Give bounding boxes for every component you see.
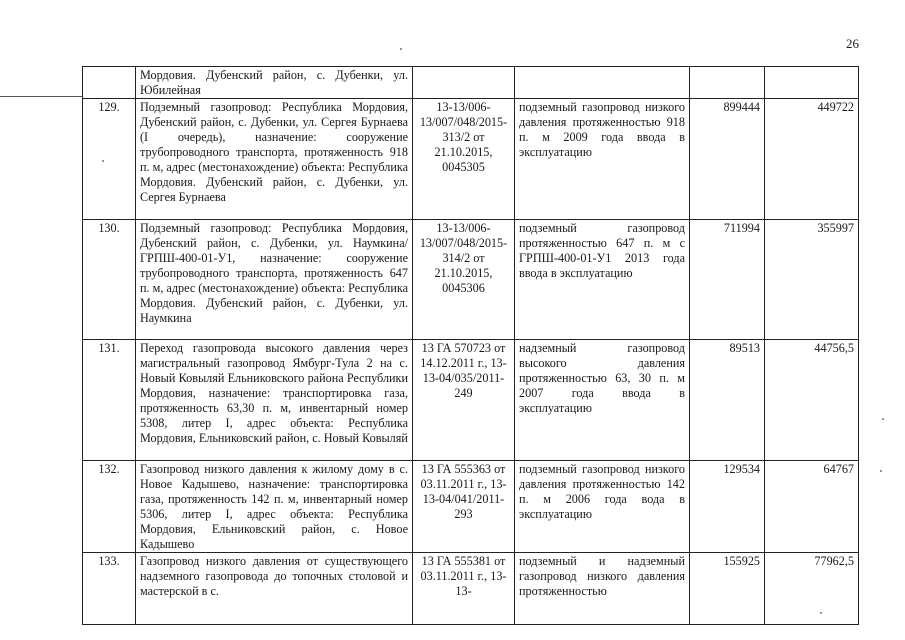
object-description: Подземный газопровод: Республика Мордовия, Дубенский район, с. Дубенки, ул. Сергея Бурнаева (I очередь), назначение: сооружение трубопроводного транспорта, протяженность 918 п. м, адрес (местонахождение) объекта: Республика Мордовия. Дубенский район, с. Дубенки, ул. Сергея Бурнаева: [136, 99, 413, 220]
scan-artifact-dot: [400, 48, 402, 50]
object-description: Мордовия. Дубенский район, с. Дубенки, ул. Юбилейная: [136, 67, 413, 99]
row-number: 130.: [83, 220, 136, 340]
row-number: [83, 67, 136, 99]
object-description: Газопровод низкого давления к жилому дому в с. Новое Кадышево, назначение: транспортировка газа, протяженность 142 п. м, инвентарный номер 5306, литер I, адрес объекта: Республика Мордовия, Ельниковский район, с. Новое Кадышево: [136, 461, 413, 553]
object-characteristic: подземный газопровод низкого давления протяженностью 142 п. м 2006 года вода в эксплуатацию: [515, 461, 690, 553]
value-col-6: 64767: [765, 461, 859, 553]
value-col-6: 355997: [765, 220, 859, 340]
table-row: [83, 220, 859, 340]
value-col-5: [690, 67, 765, 99]
registration-record: 13 ГА 555363 от 03.11.2011 г., 13-13-04/041/2011-293: [413, 461, 515, 553]
property-registry-table: [82, 66, 859, 625]
object-characteristic: подземный и надземный газопровод низкого давления протяженностью: [515, 553, 690, 625]
row-number: 131.: [83, 340, 136, 461]
object-characteristic: [515, 67, 690, 99]
value-col-5: 129534: [690, 461, 765, 553]
scan-artifact-dot: [882, 418, 884, 420]
row-number: 129.: [83, 99, 136, 220]
registration-record: 13 ГА 570723 от 14.12.2011 г., 13-13-04/035/2011-249: [413, 340, 515, 461]
object-description: Подземный газопровод: Республика Мордовия, Дубенский район, с. Дубенки, ул. Наумкина/ГРПШ-400-01-У1, назначение: сооружение трубопроводного транспорта, протяженность 647 п. м, адрес (местонахождение) объекта: Республика Мордовия. Дубенский район, с. Дубенки, ул. Наумкина: [136, 220, 413, 340]
page-number: 26: [846, 36, 859, 51]
scan-artifact-line: [0, 96, 82, 97]
value-col-6: 44756,5: [765, 340, 859, 461]
object-characteristic: подземный газопровод низкого давления протяженностью 918 п. м 2009 года ввода в эксплуатацию: [515, 99, 690, 220]
table-row: [83, 340, 859, 461]
object-characteristic: надземный газопровод высокого давления протяженностью 63, 30 п. м 2007 года ввода в эксплуатацию: [515, 340, 690, 461]
value-col-6: 449722: [765, 99, 859, 220]
table-row-continuation: [83, 67, 859, 99]
value-col-6: [765, 67, 859, 99]
table-row: [83, 553, 859, 625]
object-characteristic: подземный газопровод протяженностью 647 п. м с ГРПШ-400-01-У1 2013 года ввода в эксплуатацию: [515, 220, 690, 340]
value-col-5: 711994: [690, 220, 765, 340]
value-col-5: 155925: [690, 553, 765, 625]
value-col-5: 89513: [690, 340, 765, 461]
registration-record: [413, 67, 515, 99]
row-number: 132.: [83, 461, 136, 553]
scan-artifact-dot: [880, 470, 882, 472]
table-row: [83, 99, 859, 220]
row-number: 133.: [83, 553, 136, 625]
registration-record: 13-13/006-13/007/048/2015-313/2 от 21.10.2015, 0045305: [413, 99, 515, 220]
table-row: [83, 461, 859, 553]
object-description: Газопровод низкого давления от существующего надземного газопровода до топочных столовой и мастерской в с.: [136, 553, 413, 625]
value-col-6: 77962,5: [765, 553, 859, 625]
value-col-5: 899444: [690, 99, 765, 220]
registration-record: 13 ГА 555381 от 03.11.2011 г., 13-13-: [413, 553, 515, 625]
registration-record: 13-13/006-13/007/048/2015-314/2 от 21.10.2015, 0045306: [413, 220, 515, 340]
object-description: Переход газопровода высокого давления через магистральный газопровод Ямбург-Тула 2 на с. Новый Ковыляй Ельниковского района Республики Мордовия, назначение: транспортировка газа, протяженность 63,30 п. м, инвентарный номер 5308, литер I, адрес объекта: Республика Мордовия, Ельниковский район, с. Новый Ковыляй: [136, 340, 413, 461]
